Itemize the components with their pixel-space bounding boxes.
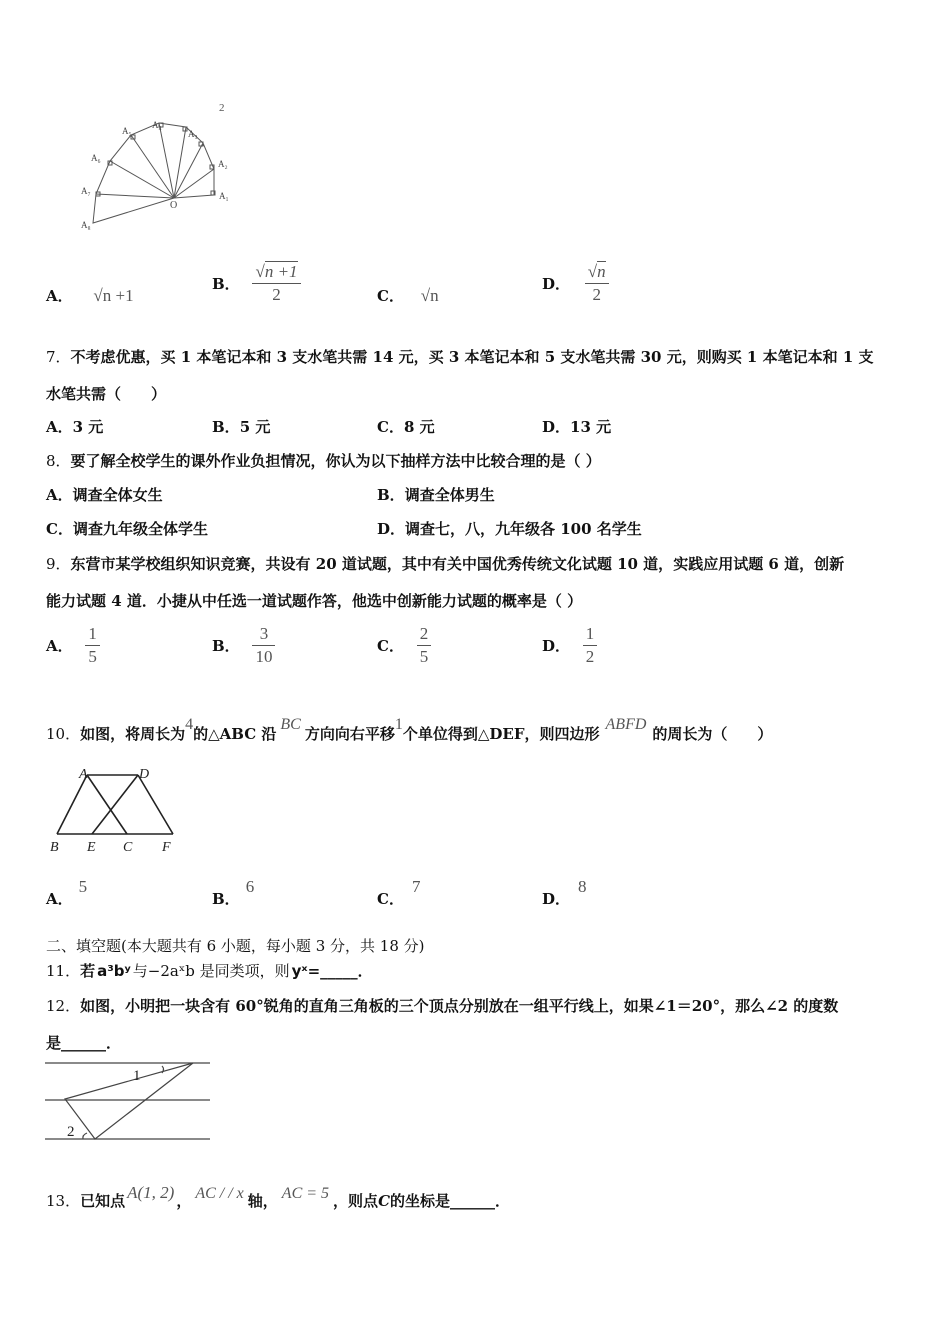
spiral-triangles-figure (75, 95, 255, 235)
label-a3: A₃ (188, 129, 198, 139)
q8-option-d[interactable] (377, 518, 642, 539)
question-number: 11． (46, 962, 81, 980)
stem-text: 轴， (247, 1192, 278, 1210)
option-label: D． (377, 520, 406, 538)
q10-option-c[interactable] (377, 876, 421, 908)
option-label: D． (542, 418, 571, 436)
fraction-numerator: 3 (259, 624, 269, 643)
stem-text: 的坐标是______． (390, 1192, 511, 1210)
math-c: C (378, 1192, 391, 1210)
q7-line2: 水笔共需（ ） (46, 385, 167, 403)
stem-text: 如图，将周长为 (80, 725, 186, 743)
math-yx: yˣ (291, 962, 308, 980)
label-a1: A₁ (219, 191, 229, 201)
q13-stem (46, 1185, 510, 1211)
option-label: C． (377, 287, 404, 305)
math-perimeter: 4 (185, 716, 194, 733)
label-c: C (123, 840, 133, 855)
fraction-denominator: 2 (592, 285, 601, 304)
option-text: 调查七，八，九年级各 100 名学生 (405, 520, 642, 538)
fraction-numerator: 1 (88, 624, 97, 643)
angle-2-label: 2 (67, 1124, 75, 1140)
fraction-denominator: 10 (255, 647, 273, 666)
q7-option-a[interactable] (46, 416, 103, 437)
option-label: C． (377, 418, 404, 436)
stem-text: ，则点 (333, 1192, 379, 1210)
option-label: B． (212, 637, 240, 655)
fraction-denominator: 2 (272, 285, 281, 304)
fraction-numerator: n (597, 262, 606, 281)
angle-1-label: 1 (133, 1068, 141, 1084)
label-a5: A₅ (122, 126, 132, 136)
q8-stem (46, 450, 601, 471)
q9-line2: 能力试题 4 道．小捷从中任选一道试题作答，他选中创新能力试题的概率是（ ） (46, 592, 583, 610)
label-o: O (170, 200, 178, 211)
option-label: A． (46, 418, 73, 436)
math-point-a: A(1, 2) (127, 1183, 175, 1202)
option-label: D． (542, 275, 571, 293)
q12-line2: 是______． (46, 1034, 122, 1052)
math-a3by: a³bʸ (97, 962, 131, 980)
question-number: 13． (46, 1192, 81, 1210)
q9-option-a[interactable] (46, 624, 100, 667)
q7-line1 (46, 346, 873, 367)
q8-option-b[interactable] (377, 484, 495, 505)
stem-text: 若 (80, 962, 96, 980)
label-e: E (87, 840, 96, 855)
math-ac-parallel: AC / / x (195, 1185, 244, 1202)
question-number: 12． (46, 997, 81, 1015)
question-text: 如图，小明把一块含有 60°锐角的直角三角板的三个顶点分别放在一组平行线上，如果∠1＝20°，那么∠2 的度数 (80, 997, 839, 1015)
option-label: D． (542, 890, 571, 908)
option-fraction (85, 624, 100, 667)
question-number: 10． (46, 725, 81, 743)
question-number: 9． (46, 555, 71, 573)
fraction-numerator: n +1 (264, 262, 298, 281)
option-label: B． (212, 418, 240, 436)
option-text: 13 元 (570, 418, 612, 436)
fraction-denominator: 5 (419, 647, 429, 666)
fraction-denominator: 5 (88, 647, 97, 666)
option-fraction (583, 624, 598, 667)
math-shift: 1 (394, 716, 403, 733)
option-fraction (417, 624, 432, 667)
label-d: D (139, 767, 150, 782)
option-fraction (252, 624, 275, 667)
q6-option-a[interactable] (46, 285, 134, 306)
question-number: 7． (46, 348, 71, 366)
option-label: A． (46, 287, 73, 305)
q7-option-c[interactable] (377, 416, 435, 437)
math-bc: BC (280, 716, 301, 733)
option-label: C． (46, 520, 73, 538)
stem-text: 个单位得到△DEF，则四边形 (402, 725, 600, 743)
q9-option-b[interactable] (212, 624, 275, 667)
option-label: D． (542, 637, 571, 655)
parallel-lines-triangle-figure (45, 1055, 215, 1147)
stem-text: 的周长为（ ） (652, 725, 773, 743)
option-value: 8 (578, 877, 587, 896)
stem-text: =_____． (307, 962, 373, 980)
spiral-top-number: 2 (219, 102, 225, 114)
q6-option-b[interactable] (212, 262, 301, 305)
option-label: B． (212, 890, 240, 908)
option-label: B． (377, 486, 405, 504)
stem-text: 与−2aˣb 是同类项，则 (132, 962, 290, 980)
option-value: 7 (411, 877, 421, 896)
math-abfd: ABFD (605, 716, 647, 733)
option-text: 8 元 (403, 418, 435, 436)
q10-option-b[interactable] (212, 876, 255, 908)
q7-option-b[interactable] (212, 416, 270, 437)
option-text: 5 元 (239, 418, 271, 436)
option-text: 调查全体女生 (72, 486, 163, 504)
label-a2: A₂ (218, 159, 228, 169)
option-fraction: $\frac{√n}{2}$ (585, 262, 609, 305)
q8-option-c[interactable] (46, 518, 208, 539)
q10-option-a[interactable] (46, 876, 88, 908)
fraction-numerator: 2 (419, 624, 429, 643)
option-value: 5 (78, 877, 88, 896)
label-f: F (162, 840, 171, 855)
question-number: 8． (46, 452, 71, 470)
option-fraction: $\frac{√n +1}{2}$ (252, 262, 300, 305)
option-expression: √n +1 (93, 286, 134, 305)
option-value: 6 (245, 877, 255, 896)
q9-option-c[interactable] (377, 624, 431, 667)
stem-text: 的△ABC 沿 (193, 725, 277, 743)
option-expression: √n (420, 286, 439, 305)
q6-option-d[interactable] (542, 262, 609, 305)
label-a4: A₄ (152, 120, 162, 130)
option-text: 调查全体男生 (404, 486, 495, 504)
math-ac-length: AC = 5 (281, 1185, 330, 1202)
q10-option-d[interactable] (542, 876, 587, 908)
option-label: A． (46, 486, 73, 504)
stem-text: 方向向右平移 (304, 725, 395, 743)
translation-triangles-figure (45, 762, 185, 857)
option-label: A． (46, 637, 73, 655)
stem-text: ， (176, 1192, 192, 1210)
option-label: C． (377, 637, 404, 655)
fraction-numerator: 1 (585, 624, 595, 643)
option-text: 3 元 (72, 418, 104, 436)
question-text: 不考虑优惠，买 1 本笔记本和 3 支水笔共需 14 元，买 3 本笔记本和 5 支水笔共需 30 元，则购买 1 本笔记本和 1 支 (70, 348, 874, 366)
q9-line1 (46, 553, 844, 574)
option-text: 调查九年级全体学生 (72, 520, 208, 538)
label-a: A (79, 767, 88, 782)
q8-option-a[interactable] (46, 484, 163, 505)
fraction-denominator: 2 (585, 647, 595, 666)
q10-stem (46, 716, 773, 744)
label-a7: A₇ (81, 186, 91, 196)
q11-stem (46, 960, 373, 981)
label-b: B (50, 840, 59, 855)
q9-option-d[interactable] (542, 624, 597, 667)
option-label: B． (212, 275, 240, 293)
option-label: C． (377, 890, 404, 908)
question-text: 东营市某学校组织知识竞赛，共设有 20 道试题，其中有关中国优秀传统文化试题 10 道，实践应用试题 6 道，创新 (70, 555, 845, 573)
question-text: 要了解全校学生的课外作业负担情况，你认为以下抽样方法中比较合理的是（ ） (70, 452, 601, 470)
label-a8: A₈ (81, 220, 91, 230)
section-title: 二、填空题(本大题共有 6 小题，每小题 3 分，共 18 分) (46, 937, 425, 955)
q7-option-d[interactable] (542, 416, 611, 437)
q12-line1 (46, 995, 838, 1016)
option-label: A． (46, 890, 73, 908)
stem-text: 已知点 (80, 1192, 126, 1210)
label-a6: A₆ (91, 153, 101, 163)
q6-option-c[interactable] (377, 285, 439, 306)
